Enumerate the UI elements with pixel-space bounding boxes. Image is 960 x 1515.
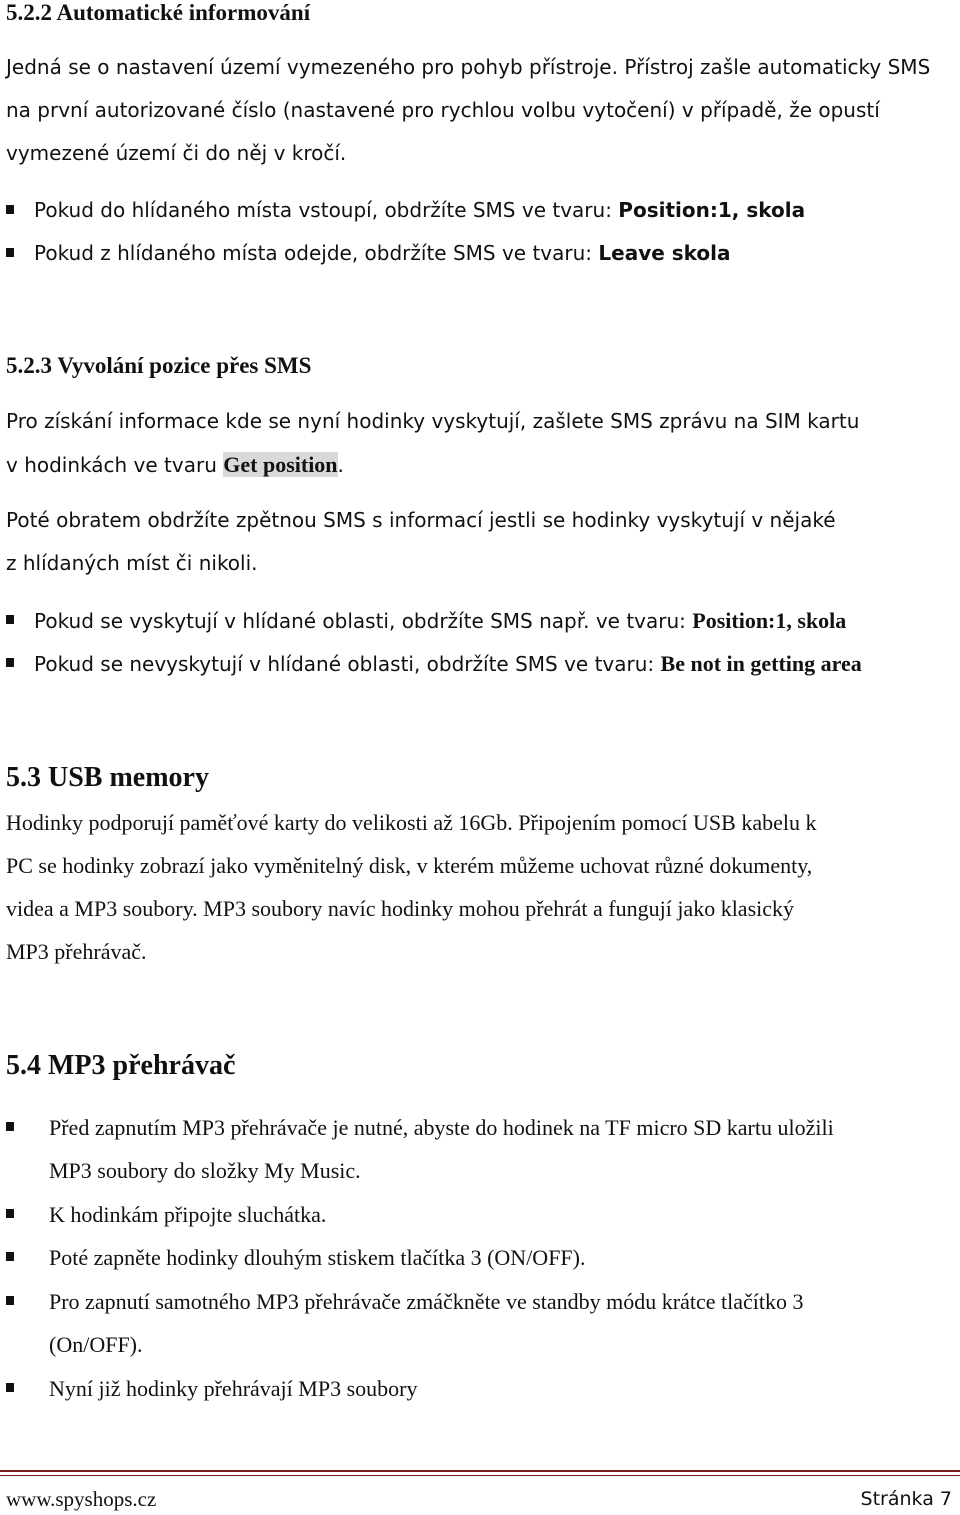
section-heading-5-2-2: 5.2.2 Automatické informování <box>6 0 311 25</box>
bullet-square-icon <box>6 1383 14 1392</box>
paragraph-line: na první autorizované číslo (nastavené pro rychlou volbu vytočení) v případě, že opustí <box>6 98 880 122</box>
bullet-text: Před zapnutím MP3 přehrávače je nutné, abyste do hodinek na TF micro SD kartu uložili <box>49 1115 834 1140</box>
bullet-text: Pro zapnutí samotného MP3 přehrávače zmáčkněte ve standby módu krátce tlačítko 3 <box>49 1289 804 1314</box>
paragraph-line: vymezené území či do něj v kročí. <box>6 141 347 165</box>
paragraph-line: z hlídaných míst či nikoli. <box>6 551 258 575</box>
footer-divider <box>0 1475 960 1476</box>
paragraph-line: MP3 přehrávač. <box>6 939 147 964</box>
paragraph-line: Pro získání informace kde se nyní hodinky vyskytují, zašlete SMS zprávu na SIM kartu <box>6 409 860 433</box>
bullet-text: Pokud se nevyskytují v hlídané oblasti, obdržíte SMS ve tvaru: <box>34 652 661 676</box>
list-item <box>6 1236 952 1279</box>
paragraph-line <box>6 443 952 486</box>
section-heading-5-2-3: 5.2.3 Vyvolání pozice přes SMS <box>6 353 312 378</box>
bullet-text: Pokud z hlídaného místa odejde, obdržíte SMS ve tvaru: <box>34 241 599 265</box>
paragraph-line: Poté obratem obdržíte zpětnou SMS s informací jestli se hodinky vyskytují v nějaké <box>6 508 836 532</box>
bullet-square-icon <box>6 248 14 257</box>
bullet-bold-text: Be not in getting area <box>660 651 862 676</box>
bullet-square-icon <box>6 658 14 667</box>
bullet-text: K hodinkám připojte sluchátka. <box>49 1202 327 1227</box>
highlighted-command: Get position <box>223 452 338 477</box>
paragraph-line: Jedná se o nastavení území vymezeného pro pohyb přístroje. Přístroj zašle automaticky SMS <box>6 55 931 79</box>
bullet-square-icon <box>6 1252 14 1261</box>
list-item <box>6 1193 952 1236</box>
bullet-bold-text: Position:1, skola <box>692 608 847 633</box>
bullet-text: Poté zapněte hodinky dlouhým stiskem tlačítka 3 (ON/OFF). <box>49 1245 586 1270</box>
list-item <box>6 1367 952 1410</box>
list-item <box>6 1280 952 1366</box>
bullet-text: Pokud se vyskytují v hlídané oblasti, obdržíte SMS např. ve tvaru: <box>34 609 693 633</box>
bullet-text: Pokud do hlídaného místa vstoupí, obdržíte SMS ve tvaru: <box>34 198 619 222</box>
section-heading-5-4: 5.4 MP3 přehrávač <box>6 1050 236 1081</box>
bullet-text: (On/OFF). <box>49 1332 143 1357</box>
paragraph-text: v hodinkách ve tvaru <box>6 453 224 477</box>
list-item <box>6 1106 952 1192</box>
list-item <box>6 189 952 232</box>
paragraph-text: . <box>337 453 344 477</box>
list-item <box>6 232 952 275</box>
bullet-bold-text: Leave skola <box>598 241 731 265</box>
list-item <box>6 642 952 685</box>
bullet-text: Nyní již hodinky přehrávají MP3 soubory <box>49 1376 418 1401</box>
paragraph-line: videa a MP3 soubory. MP3 soubory navíc hodinky mohou přehrát a fungují jako klasický <box>6 896 795 921</box>
footer-page-number: Stránka 7 <box>860 1488 952 1510</box>
bullet-square-icon <box>6 1209 14 1218</box>
bullet-bold-text: Position:1, skola <box>618 198 806 222</box>
footer-website: www.spyshops.cz <box>6 1487 157 1511</box>
bullet-text: MP3 soubory do složky My Music. <box>49 1158 361 1183</box>
paragraph-line: PC se hodinky zobrazí jako vyměnitelný disk, v kterém můžeme uchovat různé dokumenty, <box>6 853 813 878</box>
footer-divider <box>0 1470 960 1472</box>
bullet-square-icon <box>6 205 14 214</box>
paragraph-line: Hodinky podporují paměťové karty do velikosti až 16Gb. Připojením pomocí USB kabelu k <box>6 810 817 835</box>
bullet-square-icon <box>6 1122 14 1131</box>
section-heading-5-3: 5.3 USB memory <box>6 762 209 793</box>
bullet-square-icon <box>6 1296 14 1305</box>
list-item <box>6 599 952 642</box>
bullet-square-icon <box>6 615 14 624</box>
